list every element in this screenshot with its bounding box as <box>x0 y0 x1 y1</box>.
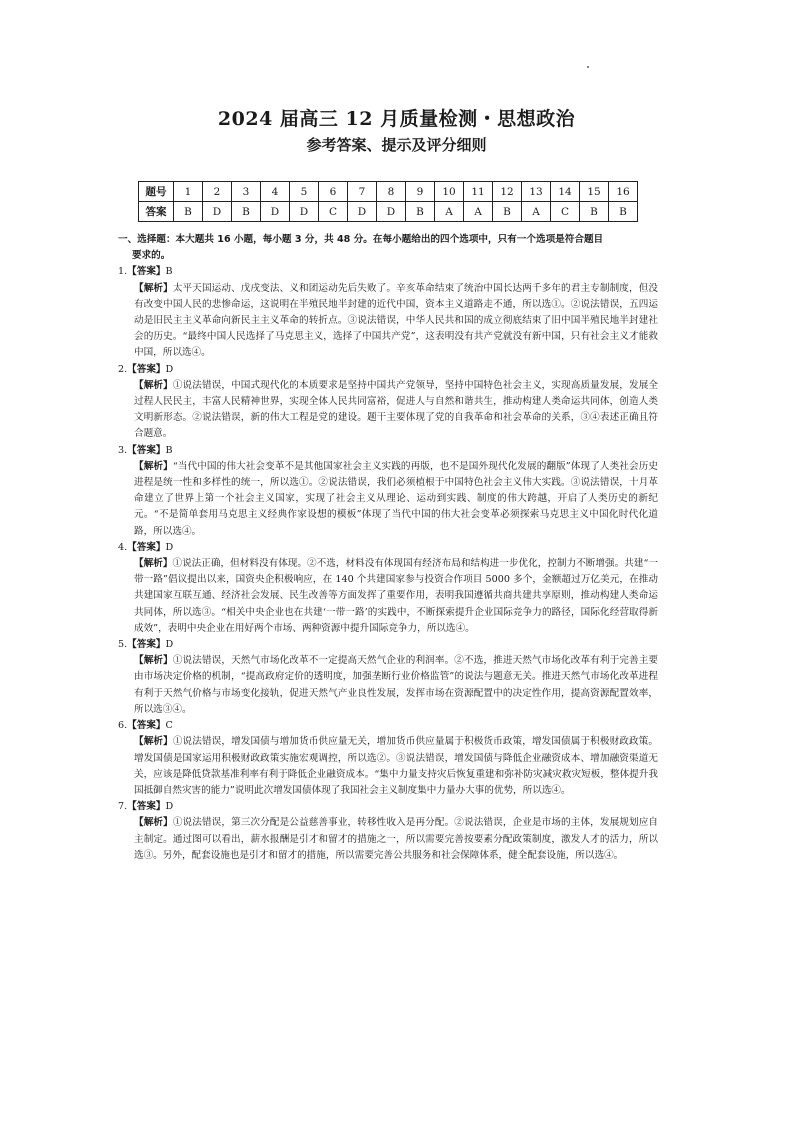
answer-cell: B <box>493 202 522 222</box>
analysis-text: ①说法正确，但材料没有体现。②不选，材料没有体现国有经济布局和结构进一步优化，控制力不断增强。共建“一带一路”倡议提出以来，国资央企积极响应，在 140 个共建国家参与投资合作项目 5000 多个，金额超过万亿美元，在推动共建国家互联互通、经济社会发展、民生改善等方面发挥了重要作用，表明我国遵循共商共建共享原则，推动构建人类命运共同体，所以选③。“相关中央企业也在共建‘一带一路’的实践中，不断探索提升企业国际竞争力的路径，国际化经营取得新成效”，表明中央企业在用好两个市场、两种资源中提升国际竞争力，所以选④。 <box>134 558 658 634</box>
answer-line <box>118 264 658 280</box>
question-number-cell: 8 <box>377 182 406 202</box>
answer-value: C <box>165 720 173 732</box>
question-number-cell: 13 <box>522 182 551 202</box>
answer-label: 【答案】 <box>127 266 166 278</box>
row-label-answer: 答案 <box>139 202 174 222</box>
question-number: 1. <box>118 266 128 278</box>
question-number-cell: 12 <box>493 182 522 202</box>
question-number: 6. <box>118 720 128 732</box>
analysis-paragraph <box>118 815 658 864</box>
answer-cell: D <box>377 202 406 222</box>
question-number-cell: 9 <box>406 182 435 202</box>
analysis-label: 【解析】 <box>134 460 173 472</box>
question-block <box>118 540 658 637</box>
analysis-paragraph <box>118 556 658 637</box>
analysis-label: 【解析】 <box>134 558 173 570</box>
question-number: 7. <box>118 801 128 813</box>
answer-explanations <box>118 232 658 864</box>
answer-cell: D <box>261 202 290 222</box>
analysis-text: ①说法错误，天然气市场化改革不一定提高天然气企业的利润率。②不选，推进天然气市场化改革有利于完善主要由市场决定价格的机制，“提高政府定价的透明度，加强垄断行业价格监管”的说法与题意无关。推进天然气市场化改革进程有利于天然气价格与市场变化接轨，促进天然气产业良性发展，发挥市场在资源配置中的决定性作用，提高资源配置效率，所以选③④。 <box>134 655 659 715</box>
answer-cell: C <box>551 202 580 222</box>
page-subtitle: 参考答案、提示及评分细则 <box>306 136 487 154</box>
answer-line <box>118 718 658 734</box>
analysis-text: ①说法错误，第三次分配是公益慈善事业，转移性收入是再分配。②说法错误，企业是市场的主体，发展规划应自主制定。通过图可以看出，薪水报酬是引才和留才的措施之一，所以需要完善按要素分配政策制度，激发人才的活力，所以选③。另外，配套设施也是引才和留才的措施，所以需要完善公共服务和社会保障体系，健全配套设施，所以选④。 <box>134 817 659 861</box>
answer-label: 【答案】 <box>127 720 166 732</box>
question-number: 2. <box>118 363 128 375</box>
analysis-text: 太平天国运动、戊戌变法、义和团运动先后失败了。辛亥革命结束了统治中国长达两千多年的君主专制制度，但没有改变中国人民的悲惨命运，这说明在半殖民地半封建的近代中国，资本主义道路走不通，所以选①。②说法错误，五四运动是旧民主主义革命向新民主主义革命的转折点。③说法错误，中华人民共和国的成立彻底结束了旧中国半殖民地半封建社会的历史。“最终中国人民选择了马克思主义，选择了中国共产党”，这表明没有共产党就没有新中国，只有社会主义才能救中国，所以选④。 <box>134 282 659 359</box>
question-number-cell: 14 <box>551 182 580 202</box>
answer-label: 【答案】 <box>127 444 166 456</box>
answer-label: 【答案】 <box>127 363 166 375</box>
analysis-label: 【解析】 <box>134 655 173 667</box>
question-number: 4. <box>118 541 128 553</box>
answer-table-number-row <box>139 182 638 202</box>
answer-table <box>138 181 638 222</box>
answer-cell: D <box>203 202 232 222</box>
analysis-label: 【解析】 <box>134 379 173 391</box>
question-number-cell: 15 <box>580 182 609 202</box>
answer-value: D <box>165 801 174 813</box>
analysis-paragraph <box>118 734 658 799</box>
question-number-cell: 10 <box>435 182 464 202</box>
question-number-cell: 1 <box>174 182 203 202</box>
answer-line <box>118 362 658 378</box>
question-number-cell: 11 <box>464 182 493 202</box>
question-block <box>118 718 658 799</box>
analysis-paragraph <box>118 459 658 540</box>
answer-cell: B <box>174 202 203 222</box>
row-label-number: 题号 <box>139 182 174 202</box>
section-heading <box>118 232 658 264</box>
analysis-label: 【解析】 <box>134 736 173 748</box>
answer-line <box>118 799 658 815</box>
analysis-text: ①说法错误，中国式现代化的本质要求是坚持中国共产党领导，坚持中国特色社会主义，实现高质量发展，发展全过程人民民主，丰富人民精神世界，实现全体人民共同富裕，促进人与自然和谐共生，推动构建人类命运共同体，创造人类文明新形态。②说法错误，新的伟大工程是党的建设。题干主要体现了党的自我革命和社会革命的关系，③④表述正确且符合题意。 <box>134 379 659 440</box>
answer-cell: B <box>232 202 261 222</box>
analysis-paragraph <box>118 281 658 362</box>
answer-cell: A <box>435 202 464 222</box>
question-block <box>118 264 658 361</box>
answer-cell: B <box>609 202 638 222</box>
question-number-cell: 5 <box>290 182 319 202</box>
answer-cell: B <box>580 202 609 222</box>
answer-label: 【答案】 <box>127 801 166 813</box>
scan-speck <box>587 66 589 68</box>
answer-value: D <box>165 363 174 375</box>
question-block <box>118 637 658 718</box>
answer-cell: A <box>464 202 493 222</box>
answer-line <box>118 540 658 556</box>
question-number-cell: 4 <box>261 182 290 202</box>
question-number-cell: 7 <box>348 182 377 202</box>
question-number-cell: 6 <box>319 182 348 202</box>
analysis-text: ①说法错误，增发国债与增加货币供应量无关，增加货币供应量属于积极货币政策，增发国债属于积极财政政策。增发国债是国家运用积极财政政策实施宏观调控，所以选②。③说法错误，增发国债与降低企业融资成本、增加融资渠道无关，应该是降低贷款基准利率有利于降低企业融资成本。“集中力量支持灾后恢复重建和弥补防灾减灾救灾短板，整体提升我国抵御自然灾害的能力”说明此次增发国债体现了我国社会主义制度集中力量办大事的优势，所以选④。 <box>134 736 659 796</box>
section-heading-line2: 要求的。 <box>132 250 171 262</box>
question-block <box>118 443 658 540</box>
answer-label: 【答案】 <box>127 541 166 553</box>
question-number: 5. <box>118 639 128 651</box>
answer-cell: B <box>406 202 435 222</box>
answer-cell: A <box>522 202 551 222</box>
analysis-paragraph <box>118 653 658 718</box>
question-number-cell: 2 <box>203 182 232 202</box>
answer-value: D <box>165 541 174 553</box>
page-title: 2024 届高三 12 月质量检测・思想政治 <box>217 108 576 130</box>
answer-line <box>118 443 658 459</box>
analysis-paragraph <box>118 378 658 443</box>
question-number: 3. <box>118 444 128 456</box>
answer-value: B <box>165 266 173 278</box>
answer-value: B <box>165 444 173 456</box>
section-heading-line1: 一、选择题：本大题共 16 小题，每小题 3 分，共 48 分。在每小题给出的四个选项中，只有一个选项是符合题目 <box>118 234 604 245</box>
analysis-label: 【解析】 <box>134 282 173 294</box>
answer-cell: C <box>319 202 348 222</box>
question-number-cell: 16 <box>609 182 638 202</box>
answer-line <box>118 637 658 653</box>
answer-cell: D <box>290 202 319 222</box>
question-number-cell: 3 <box>232 182 261 202</box>
answer-value: D <box>165 639 174 651</box>
answer-table-answer-row <box>139 202 638 222</box>
analysis-text: “当代中国的伟大社会变革不是其他国家社会主义实践的再版，也不是国外现代化发展的翻版”体现了人类社会历史进程是统一性和多样性的统一，所以选①。②说法错误，我们必须植根于中国特色社会主义伟大实践。③说法错误，十月革命建立了世界上第一个社会主义国家，实现了社会主义从理论、运动到实践、制度的伟大跨越，开启了人类历史的新纪元。“不是简单套用马克思主义经典作家设想的模板”体现了当代中国的伟大社会变革必须探索马克思主义中国化时代化道路，所以选④。 <box>134 460 659 537</box>
question-block <box>118 362 658 443</box>
question-block <box>118 799 658 864</box>
answer-label: 【答案】 <box>127 639 166 651</box>
analysis-label: 【解析】 <box>134 817 173 829</box>
answer-cell: D <box>348 202 377 222</box>
